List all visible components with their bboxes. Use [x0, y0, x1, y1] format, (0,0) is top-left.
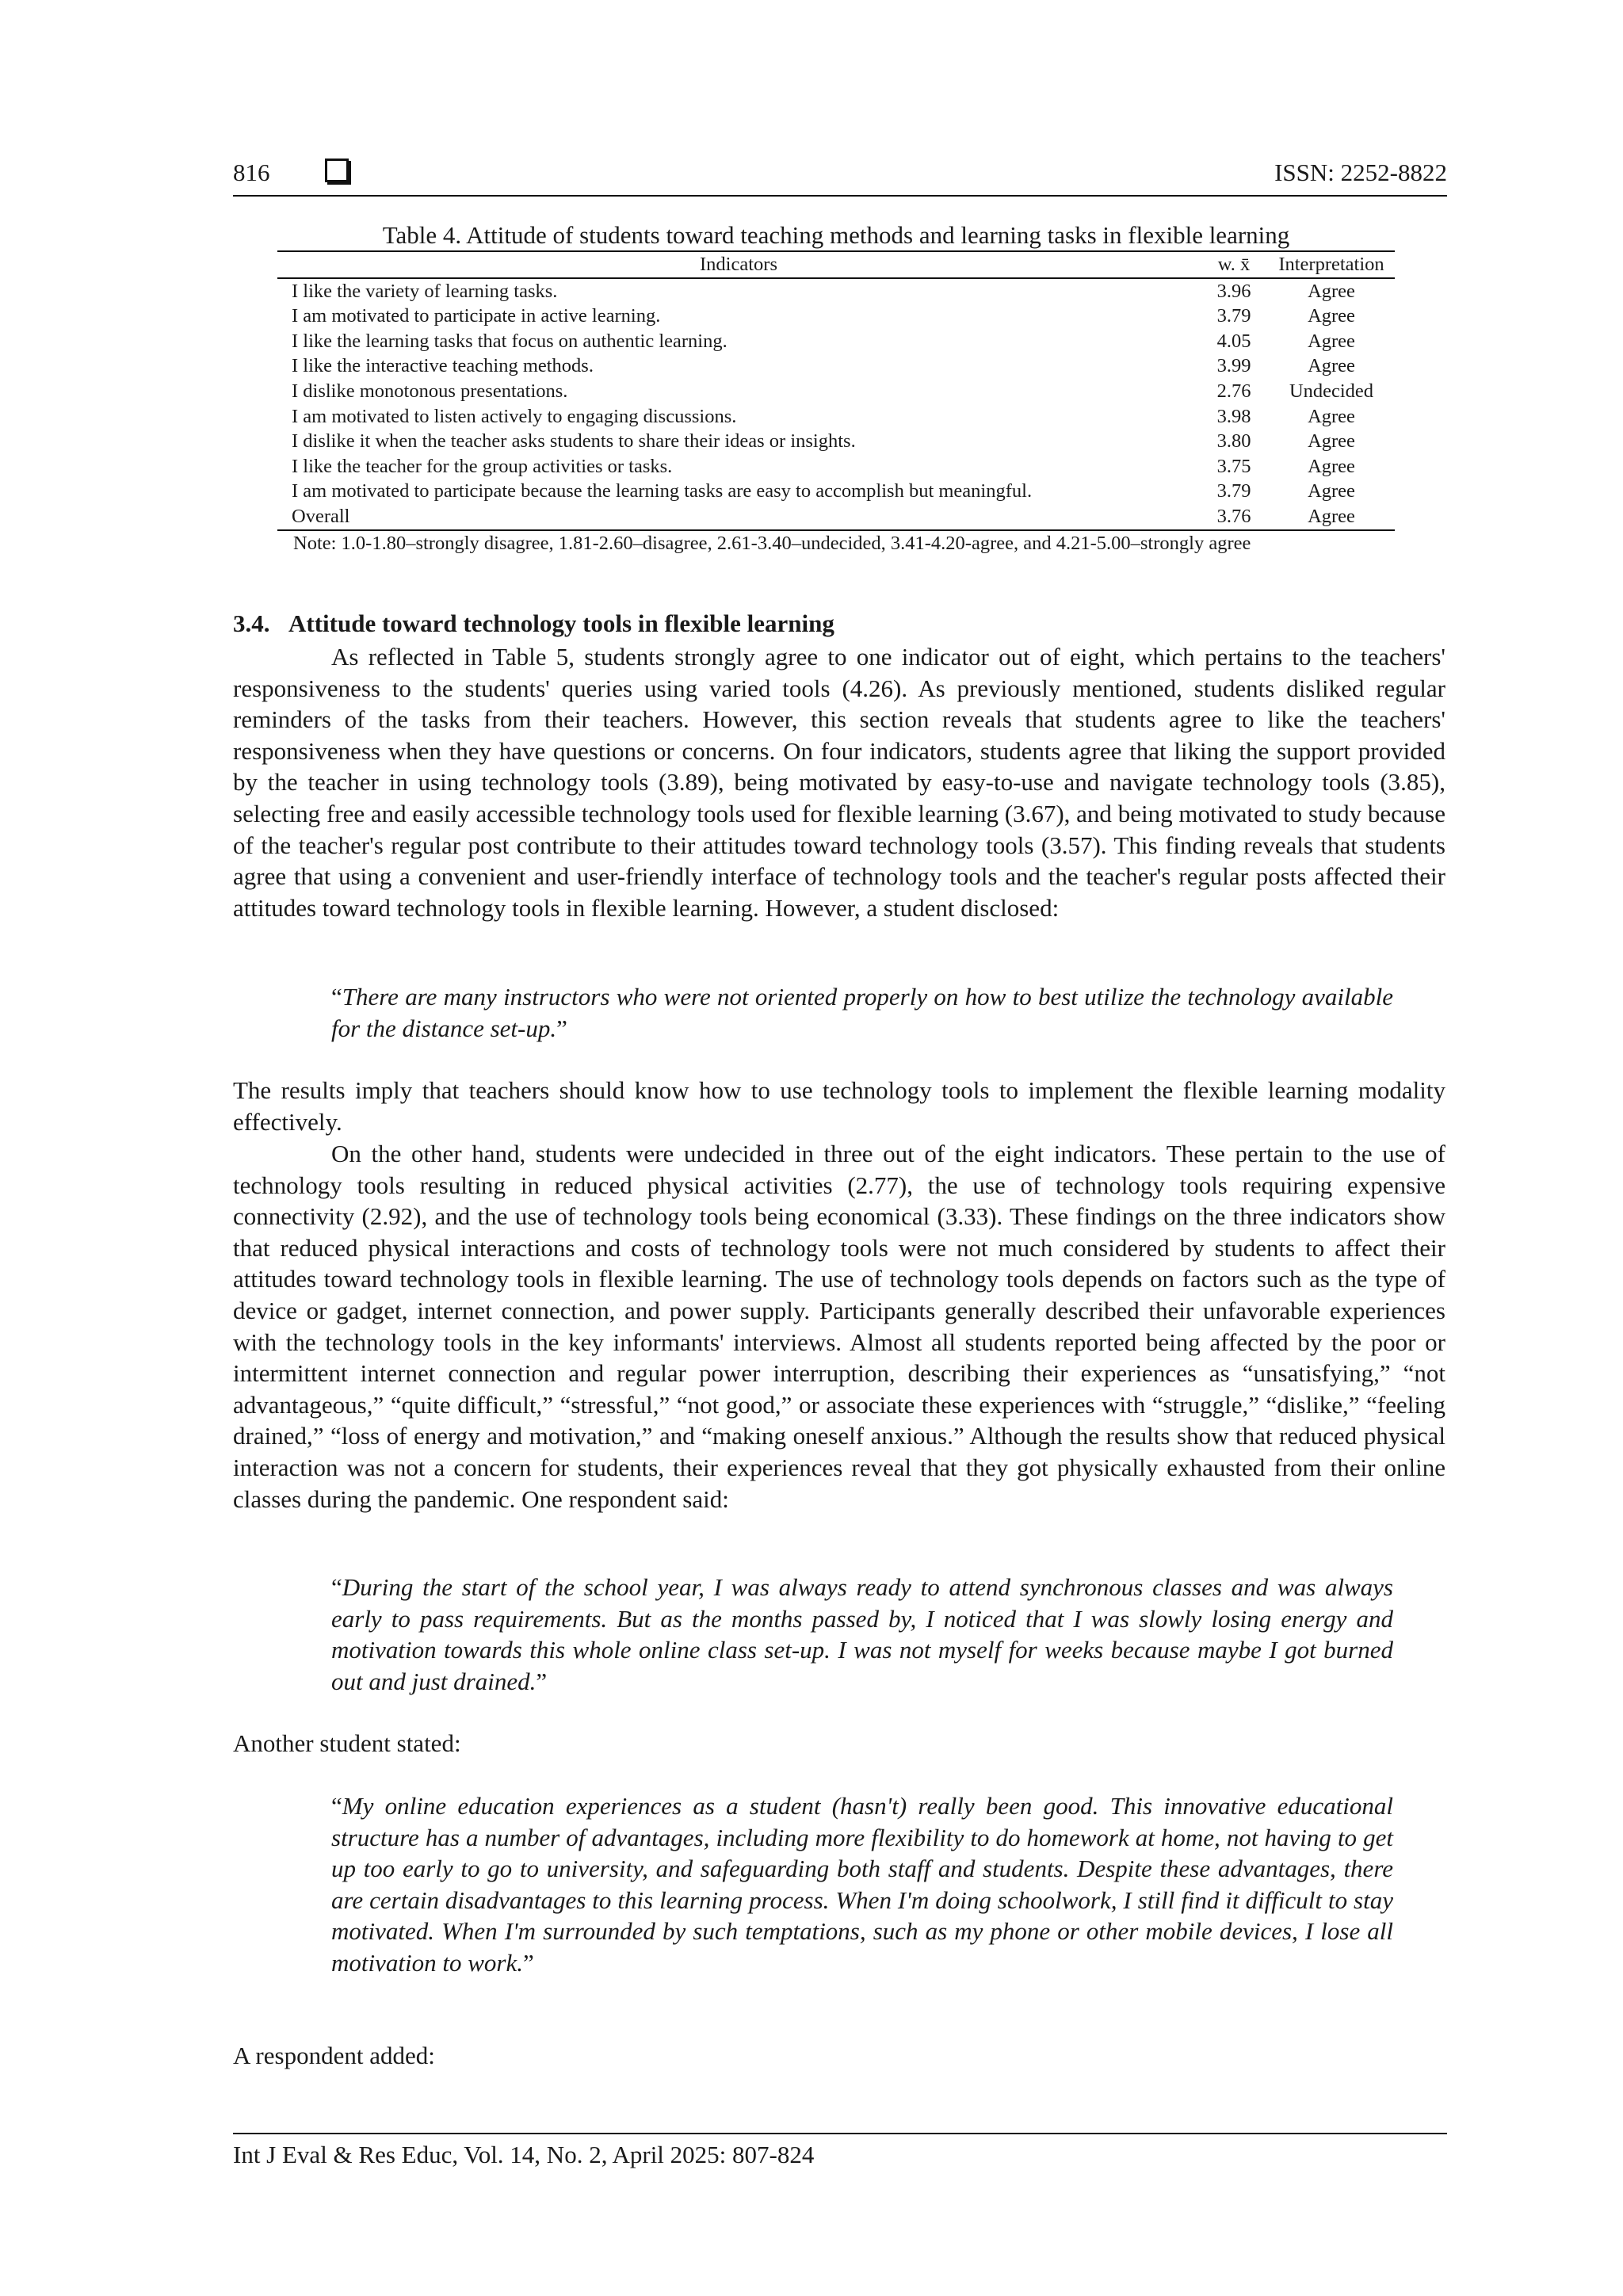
quote-text: During the start of the school year, I was always ready to attend synchronous classes and was always early to pass requirements. But as the months passed by, I noticed that I was slowly losing energy and motivation towards this whole online class set-up. I was not myself for weeks because maybe I got burned out and just drained.: [331, 1573, 1393, 1695]
quote-text: My online education experiences as a student (hasn't) really been good. This innovative educational structure has a number of advantages, including more flexibility to do homework at home, not having to get up too early to go to university, and safeguarding both staff and students. Despite these advantages, there are certain disadvantages to this learning process. When I'm doing schoolwork, I still find it difficult to stay motivated. When I'm surrounded by such temptations, such as my phone or other mobile devices, I lose all motivation to work.: [331, 1792, 1393, 1977]
paragraph: Another student stated:: [233, 1729, 461, 1757]
mean-cell: 3.99: [1216, 355, 1251, 377]
table-row: [277, 329, 1395, 354]
interpretation-cell: Agree: [1308, 430, 1355, 453]
data-table: [277, 250, 1395, 531]
mean-cell: 3.96: [1216, 280, 1251, 302]
interpretation-cell: Agree: [1308, 355, 1355, 377]
table-row: [277, 404, 1395, 430]
paragraph: As reflected in Table 5, students strongly agree to one indicator out of eight, which pertains to the teachers' responsiveness to the students' queries using varied tools (4.26). As previously mentioned, students disliked regular reminders of the tasks from their teachers. However, this section reveals that students agree to like the teachers' responsiveness when they have questions or concerns. On four indicators, students agree that liking the support provided by the teacher in using technology tools (3.89), being motivated by easy-to-use and navigate technology tools (3.85), selecting free and easily accessible technology tools used for flexible learning (3.67), and being motivated to study because of the teacher's regular post contribute to their attitudes toward technology tools (3.57). This finding reveals that students agree that using a convenient and user-friendly interface of technology tools and the teacher's regular posts affected their attitudes toward technology tools in flexible learning. However, a student disclosed:: [233, 643, 1445, 922]
indicator-cell: I am motivated to listen actively to engaging discussions.: [292, 405, 737, 427]
quote-text: There are many instructors who were not oriented properly on how to best utilize the technology available for the distance set-up.: [331, 983, 1393, 1042]
indicator-cell: I dislike it when the teacher asks students to share their ideas or insights.: [292, 430, 856, 453]
column-header-interpretation: Interpretation: [1268, 251, 1395, 278]
page-number: 816: [233, 159, 270, 186]
interpretation-cell: Agree: [1308, 405, 1355, 427]
paragraph: On the other hand, students were undecided in three out of the eight indicators. These pertain to the use of technology tools resulting in reduced physical activities (2.77), the use of technology tools requiring expensive connectivity (2.92), and the use of technology tools being economical (3.33). These findings on the three indicators show that reduced physical interactions and costs of technology tools were not much considered by students to affect their attitudes toward technology tools in flexible learning. The use of technology tools depends on factors such as the type of device or gadget, internet connection, and power supply. Participants generally described their unfavorable experiences with the technology tools in the key informants' interviews. Almost all students reported being affected by the poor or intermittent internet connection and regular power interruption, describing their experiences as “unsatisfying,” “not advantageous,” “quite difficult,” “stressful,” “not good,” or associate these experiences with “struggle,” “dislike,” “feeling drained,” “loss of energy and motivation,” and “making oneself anxious.” Although the results show that reduced physical interaction was not a concern for students, their experiences reveal that they got physically exhausted from their online classes during the pandemic. One respondent said:: [233, 1140, 1445, 1513]
open-quote-mark: “: [331, 1792, 342, 1820]
paragraph: A respondent added:: [233, 2042, 435, 2069]
block-quote: [331, 981, 1393, 1044]
indicator-cell: I am motivated to participate because the learning tasks are easy to accomplish but meaningful.: [292, 480, 1033, 502]
mean-cell: 4.05: [1216, 330, 1251, 352]
box-icon: [325, 159, 349, 182]
mean-cell: 3.79: [1216, 480, 1251, 502]
column-header-weighted-mean: w. x̄: [1200, 251, 1268, 278]
table-row: [277, 304, 1395, 329]
mean-cell: 3.98: [1216, 405, 1251, 427]
column-header-indicators: Indicators: [277, 251, 1200, 278]
table-row: [277, 353, 1395, 379]
table-header-row: [277, 251, 1395, 278]
mean-cell: 2.76: [1216, 380, 1251, 402]
issn: ISSN: 2252-8822: [1274, 159, 1447, 186]
indicator-cell: I like the variety of learning tasks.: [292, 280, 558, 302]
close-quote-mark: ”: [536, 1667, 548, 1695]
open-quote-mark: “: [331, 1573, 342, 1601]
section-heading: [233, 609, 834, 638]
table-row: [277, 479, 1395, 504]
table-row: [277, 379, 1395, 404]
page-header: [233, 155, 1447, 197]
table-note: Note: 1.0-1.80–strongly disagree, 1.81-2.60–disagree, 2.61-3.40–undecided, 3.41-4.20-agree, and 4.21-5.00–strongly agree: [293, 533, 1251, 554]
interpretation-cell: Agree: [1308, 455, 1355, 477]
mean-cell: 3.79: [1216, 305, 1251, 327]
indicator-cell: Overall: [277, 504, 1200, 530]
table-row: [277, 429, 1395, 454]
close-quote-mark: ”: [522, 1948, 534, 1977]
interpretation-cell: Agree: [1308, 280, 1355, 302]
journal-citation: Int J Eval & Res Educ, Vol. 14, No. 2, April 2025: 807-824: [233, 2141, 815, 2168]
table-row-overall: [277, 504, 1395, 530]
indicator-cell: I like the learning tasks that focus on authentic learning.: [292, 330, 727, 352]
table-caption: Table 4. Attitude of students toward teaching methods and learning tasks in flexible learning: [382, 221, 1290, 249]
mean-cell: 3.76: [1200, 504, 1268, 530]
section-number: 3.4.: [233, 609, 270, 637]
page-footer: [233, 2133, 1447, 2169]
indicator-cell: I am motivated to participate in active learning.: [292, 305, 661, 327]
interpretation-cell: Agree: [1268, 504, 1395, 530]
paragraph: The results imply that teachers should know how to use technology tools to implement the flexible learning modality effectively.: [233, 1076, 1445, 1136]
indicator-cell: I like the interactive teaching methods.: [292, 355, 594, 377]
interpretation-cell: Agree: [1308, 330, 1355, 352]
table-row: [277, 454, 1395, 479]
block-quote: [331, 1790, 1393, 1979]
mean-cell: 3.75: [1216, 455, 1251, 477]
open-quote-mark: “: [331, 983, 342, 1010]
section-title: Attitude toward technology tools in flexible learning: [288, 609, 834, 637]
interpretation-cell: Undecided: [1289, 380, 1374, 402]
indicator-cell: I like the teacher for the group activities or tasks.: [292, 455, 673, 477]
interpretation-cell: Agree: [1308, 305, 1355, 327]
close-quote-mark: ”: [556, 1014, 567, 1042]
block-quote: [331, 1572, 1393, 1697]
mean-cell: 3.80: [1216, 430, 1251, 453]
table-row: [277, 278, 1395, 304]
interpretation-cell: Agree: [1308, 480, 1355, 502]
indicator-cell: I dislike monotonous presentations.: [292, 380, 568, 402]
